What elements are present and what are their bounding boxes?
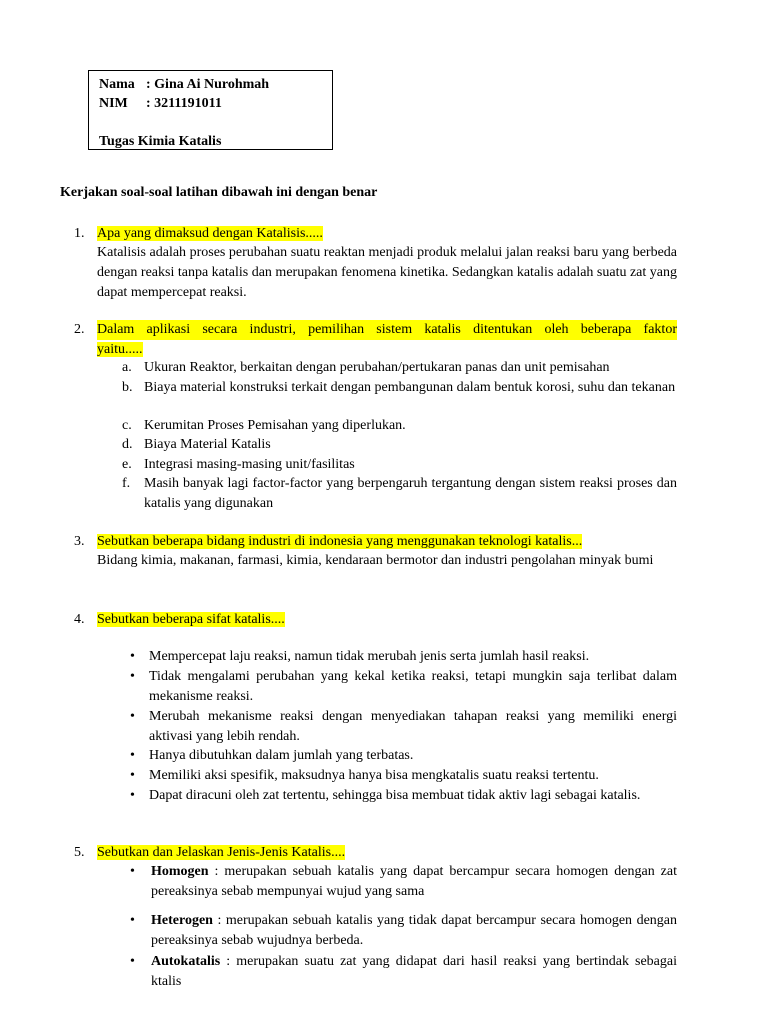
q4-bullet-3: •: [130, 709, 135, 724]
q2-question-line2: yaitu.....: [97, 342, 143, 357]
q5-term-homogen: Homogen: [151, 864, 209, 879]
q2-item-f-letter: f.: [122, 476, 131, 491]
q2-item-a: Ukuran Reaktor, berkaitan dengan perubahan/pertukaran panas dan unit pemisahan: [144, 360, 610, 375]
name-label: Nama: [99, 77, 135, 92]
q2-item-c: Kerumitan Proses Pemisahan yang diperlukan.: [144, 418, 406, 433]
q5-item-1: [151, 862, 677, 902]
q3-answer: Bidang kimia, makanan, farmasi, kimia, kendaraan bermotor dan industri pengolahan minyak bumi: [97, 553, 654, 568]
student-info-box: [88, 70, 333, 150]
q5-term-autokatalis: Autokatalis: [151, 954, 221, 969]
q5-bullet-1: •: [130, 864, 135, 879]
nim-label: NIM: [99, 96, 128, 111]
q2-number: 2.: [74, 322, 85, 337]
q2-item-b-letter: b.: [122, 380, 133, 395]
q5-bullet-3: •: [130, 954, 135, 969]
q4-bullet-4: •: [130, 748, 135, 763]
q5-desc-homogen: : merupakan sebuah katalis yang dapat bercampur secara homogen dengan zat pereaksinya sebab mempunyai wujud yang sama: [151, 864, 677, 899]
q4-number: 4.: [74, 612, 85, 627]
q3-question: Sebutkan beberapa bidang industri di indonesia yang menggunakan teknologi katalis...: [97, 534, 583, 549]
q4-item-4: Hanya dibutuhkan dalam jumlah yang terbatas.: [149, 748, 414, 763]
q4-item-1: Mempercepat laju reaksi, namun tidak merubah jenis serta jumlah hasil reaksi.: [149, 649, 590, 664]
instruction-heading: Kerjakan soal-soal latihan dibawah ini dengan benar: [60, 185, 378, 200]
q4-item-2: Tidak mengalami perubahan yang kekal ketika reaksi, tetapi mungkin saja terlibat dalam mekanisme reaksi.: [149, 669, 677, 704]
q4-item-3: Merubah mekanisme reaksi dengan menyediakan tahapan reaksi yang memiliki energi aktivasi yang lebih rendah.: [149, 709, 677, 744]
q5-item-2: [151, 911, 677, 951]
q5-term-heterogen: Heterogen: [151, 913, 213, 928]
q2-item-c-letter: c.: [122, 418, 132, 433]
q4-item-6: Dapat diracuni oleh zat tertentu, sehingga bisa membuat tidak aktiv lagi sebagai katalis.: [149, 788, 641, 803]
q2-item-e: Integrasi masing-masing unit/fasilitas: [144, 457, 355, 472]
q1-number: 1.: [74, 226, 85, 241]
q2-item-f: Masih banyak lagi factor-factor yang berpengaruh tergantung dengan sistem reaksi proses dan katalis yang digunakan: [144, 476, 677, 511]
q3-number: 3.: [74, 534, 85, 549]
q2-item-d-letter: d.: [122, 437, 133, 452]
task-title: Tugas Kimia Katalis: [99, 134, 222, 149]
q5-desc-autokatalis: : merupakan suatu zat yang didapat dari hasil reaksi yang bertindak sebagai ktalis: [151, 954, 677, 989]
q4-question: Sebutkan beberapa sifat katalis....: [97, 612, 285, 627]
q5-number: 5.: [74, 845, 85, 860]
q5-desc-heterogen: : merupakan sebuah katalis yang tidak dapat bercampur secara homogen dengan pereaksinya sebab wujudnya berbeda.: [151, 913, 677, 948]
q2-item-e-letter: e.: [122, 457, 132, 472]
name-row: [99, 75, 332, 94]
nim-value: : 3211191011: [146, 96, 222, 111]
q2-item-d: Biaya Material Katalis: [144, 437, 271, 452]
q4-bullet-6: •: [130, 788, 135, 803]
q2-item-b: Biaya material konstruksi terkait dengan pembangunan dalam bentuk korosi, suhu dan tekanan: [144, 380, 676, 395]
q5-question: Sebutkan dan Jelaskan Jenis-Jenis Katalis....: [97, 845, 346, 860]
q5-bullet-2: •: [130, 913, 135, 928]
q4-item-5: Memiliki aksi spesifik, maksudnya hanya bisa mengkatalis suatu reaksi tertentu.: [149, 768, 599, 783]
q2-item-a-letter: a.: [122, 360, 132, 375]
q4-bullet-5: •: [130, 768, 135, 783]
q1-question: Apa yang dimaksud dengan Katalisis.....: [97, 226, 323, 241]
q4-bullet-2: •: [130, 669, 135, 684]
nim-row: [99, 94, 332, 113]
q4-bullet-1: •: [130, 649, 135, 664]
q2-question-line1: Dalam aplikasi secara industri, pemilihan sistem katalis ditentukan oleh beberapa faktor: [97, 320, 677, 340]
name-value: : Gina Ai Nurohmah: [146, 77, 270, 92]
q1-answer: Katalisis adalah proses perubahan suatu reaktan menjadi produk melalui jalan reaksi baru yang berbeda dengan reaksi tanpa katalis dan merupakan fenomena kinetika. Sedangkan katalis adalah suatu zat yang dapat mempercepat reaksi.: [97, 245, 678, 300]
q5-item-3: [151, 952, 677, 992]
